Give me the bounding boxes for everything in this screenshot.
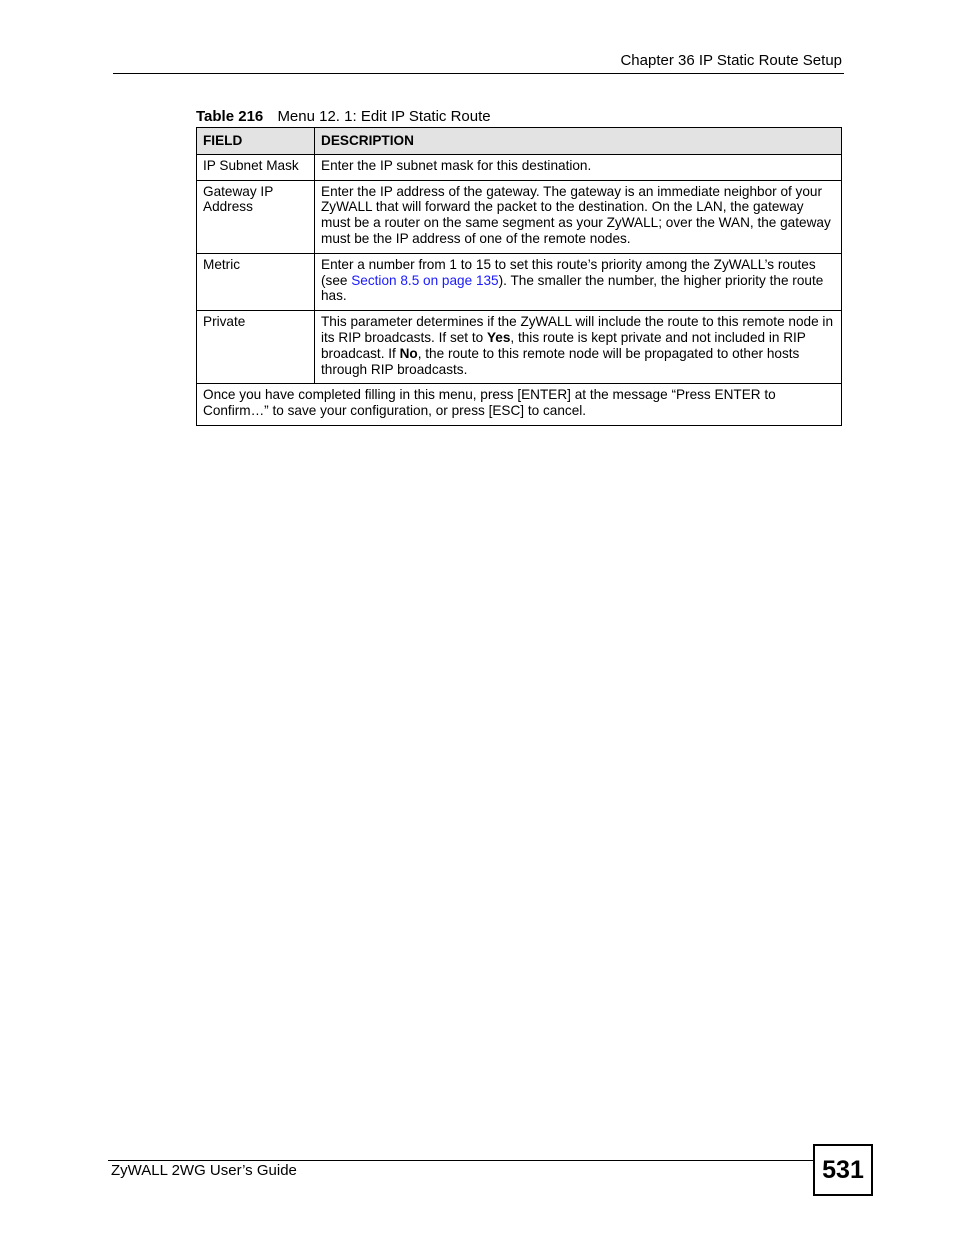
table-caption [196,108,491,125]
table-note-row [197,384,842,426]
description-cell: Enter the IP address of the gateway. The gateway is an immediate neighbor of your ZyWALL that will forward the packet to the destination. On the LAN, the gateway must be a router on the same segment as your ZyWALL; over the WAN, the gateway must be the IP address of one of the remote nodes. [315,180,842,253]
table-number: Table 216 [196,108,264,125]
footer-divider [108,1160,813,1161]
description-text: Enter a number from 1 to 15 to set this route’s priority among the ZyWALL’s routes (see [321,256,816,288]
table-title: Menu 12. 1: Edit IP Static Route [277,108,491,125]
description-cell [315,311,842,384]
description-text: , the route to this remote node will be propagated to other hosts through RIP broadcasts. [321,345,800,377]
table-header-row [197,128,842,155]
description-text: This parameter determines if the ZyWALL will include the route to this remote node in its RIP broadcasts. If set to [321,314,834,345]
field-cell: Private [197,311,315,384]
option-no: No [399,345,418,361]
section-link[interactable]: Section 8.5 on page 135 [351,272,499,288]
description-text: , this route is kept private and not included in RIP broadcast. If [321,329,806,361]
table-row [197,154,842,180]
table-row [197,253,842,310]
static-route-table [196,127,842,426]
header-divider [113,73,844,74]
guide-title: ZyWALL 2WG User’s Guide [111,1162,297,1179]
table-note: Once you have completed filling in this menu, press [ENTER] at the message “Press ENTER to Confirm…” to save your configuration, or press [ESC] to cancel. [197,384,842,426]
chapter-header: Chapter 36 IP Static Route Setup [620,52,842,69]
field-cell: Gateway IP Address [197,180,315,253]
description-cell: Enter the IP subnet mask for this destination. [315,154,842,180]
column-header-description: DESCRIPTION [315,128,842,155]
field-cell: IP Subnet Mask [197,154,315,180]
column-header-field: FIELD [197,128,315,155]
page-number: 531 [813,1144,873,1196]
description-cell [315,253,842,310]
table-row [197,180,842,253]
description-text: ). The smaller the number, the higher priority the route has. [321,272,824,304]
option-yes: Yes [486,329,511,345]
field-cell: Metric [197,253,315,310]
table-row [197,311,842,384]
